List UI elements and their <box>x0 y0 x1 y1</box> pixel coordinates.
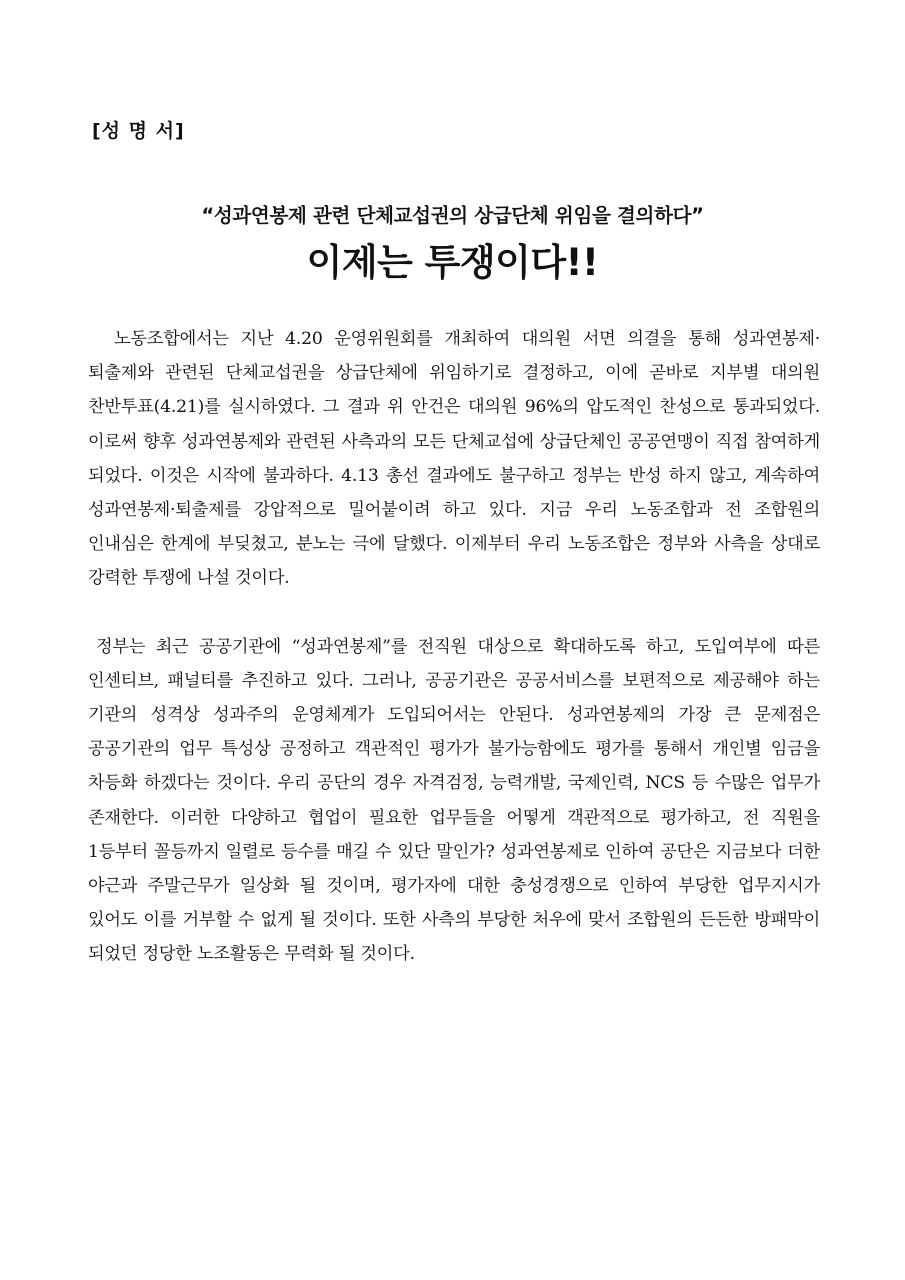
body-paragraph-2: 정부는 최근 공공기관에 “성과연봉제”를 전직원 대상으로 확대하도록 하고, 도입여부에 따른 인센티브, 패널티를 추진하고 있다. 그러나, 공공기관은 공공서비스를 보편적으로 제공해야 하는 기관의 성격상 성과주의 운영체계가 도입되어서는 안된다. 성과연봉제의 가장 큰 문제점은 공공기관의 업무 특성상 공정하고 객관적인 평가가 불가능함에도 평가를 통해서 개인별 임금을 차등화 하겠다는 것이다. 우리 공단의 경우 자격검정, 능력개발, 국제인력, NCS 등 수많은 업무가 존재한다. 이러한 다양하고 협업이 필요한 업무들을 어떻게 객관적으로 평가하고, 전 직원을 1등부터 꼴등까지 일렬로 등수를 매길 수 있단 말인가? 성과연봉제로 인하여 공단은 지금보다 더한 야근과 주말근무가 일상화 될 것이며, 평가자에 대한 충성경쟁으로 인하여 부당한 업무지시가 있어도 이를 거부할 수 없게 될 것이다. 또한 사측의 부당한 처우에 맞서 조합원의 든든한 방패막이 되었던 정당한 노조활동은 무력화 될 것이다. <box>88 636 820 965</box>
statement-subtitle: “성과연봉제 관련 단체교섭권의 상급단체 위임을 결의하다” <box>201 204 704 227</box>
statement-headline: 이제는 투쟁이다!! <box>306 241 599 284</box>
body-paragraph-1: 노동조합에서는 지난 4.20 운영위원회를 개최하여 대의원 서면 의결을 통해 성과연봉제·퇴출제와 관련된 단체교섭권을 상급단체에 위임하기로 결정하고, 이에 곧바로 지부별 대의원 찬반투표(4.21)를 실시하였다. 그 결과 위 안건은 대의원 96%의 압도적인 찬성으로 통과되었다. 이로써 향후 성과연봉제와 관련된 사측과의 모든 단체교섭에 상급단체인 공공연맹이 직접 참여하게 되었다. 이것은 시작에 불과하다. 4.13 총선 결과에도 불구하고 정부는 반성 하지 않고, 계속하여 성과연봉제·퇴출제를 강압적으로 밀어붙이려 하고 있다. 지금 우리 노동조합과 전 조합원의 인내심은 한계에 부딪쳤고, 분노는 극에 달했다. 이제부터 우리 노동조합은 정부와 사측을 상대로 강력한 투쟁에 나설 것이다. <box>88 329 820 589</box>
statement-body <box>88 322 820 972</box>
document-type-label: [성 명 서] <box>92 120 185 142</box>
